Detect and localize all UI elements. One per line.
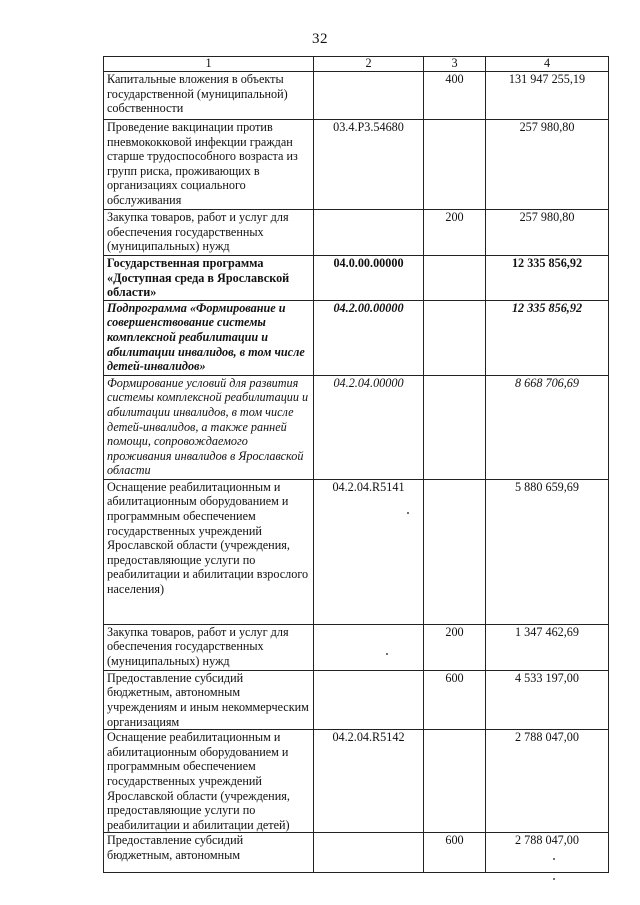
row-kvr-cell (424, 375, 486, 479)
row-amount-cell: 12 335 856,92 (486, 300, 609, 375)
row-name-cell: Закупка товаров, работ и услуг для обеспечения государственных (муниципальных) нужд (104, 624, 314, 670)
row-name-cell: Подпрограмма «Формирование и совершенствование системы комплексной реабилитации и абилитации инвалидов, в том числе детей-инвалидов» (104, 300, 314, 375)
row-name-cell: Закупка товаров, работ и услуг для обеспечения государственных (муниципальных) нужд (104, 210, 314, 256)
row-amount-cell: 1 347 462,69 (486, 624, 609, 670)
column-header-2: 2 (314, 57, 424, 72)
row-code-cell (314, 833, 424, 873)
row-name-cell: Государственная программа «Доступная среда в Ярославской области» (104, 256, 314, 301)
row-code-cell: 04.2.00.00000 (314, 300, 424, 375)
row-amount-cell: 12 335 856,92 (486, 256, 609, 301)
row-code-cell: 03.4.P3.54680 (314, 120, 424, 210)
row-name-cell: Капитальные вложения в объекты государственной (муниципальной) собственности (104, 72, 314, 120)
row-amount-cell: 2 788 047,00 (486, 730, 609, 833)
table-row (104, 670, 609, 729)
row-code-cell: 04.2.04.00000 (314, 375, 424, 479)
row-amount-cell: 257 980,80 (486, 120, 609, 210)
row-kvr-cell: 600 (424, 833, 486, 873)
table-body (104, 72, 609, 873)
row-kvr-cell (424, 256, 486, 301)
table-row (104, 833, 609, 873)
row-name-cell: Оснащение реабилитационным и абилитационным оборудованием и программным обеспечением государственных учреждений Ярославской области (учреждения, предоставляющие услуги по реабилитации и абилитации детей) (104, 730, 314, 833)
row-code-cell (314, 670, 424, 729)
page-number: 32 (312, 31, 328, 47)
table-row (104, 120, 609, 210)
row-name-cell: Предоставление субсидий бюджетным, автономным учреждениям и иным некоммерческим организациям (104, 670, 314, 729)
row-amount-cell: 8 668 706,69 (486, 375, 609, 479)
row-amount-cell: 257 980,80 (486, 210, 609, 256)
table-row (104, 210, 609, 256)
row-kvr-cell (424, 730, 486, 833)
table-row (104, 730, 609, 833)
row-code-cell: 04.2.04.R5141 (314, 479, 424, 624)
row-name-cell: Предоставление субсидий бюджетным, автономным (104, 833, 314, 873)
column-header-1: 1 (104, 57, 314, 72)
row-code-cell (314, 210, 424, 256)
table-row (104, 479, 609, 624)
row-amount-cell: 131 947 255,19 (486, 72, 609, 120)
column-header-3: 3 (424, 57, 486, 72)
row-amount-cell: 5 880 659,69 (486, 479, 609, 624)
row-code-cell (314, 72, 424, 120)
row-kvr-cell: 200 (424, 624, 486, 670)
row-name-cell: Проведение вакцинации против пневмококковой инфекции граждан старше трудоспособного возраста из групп риска, проживающих в организациях социального обслуживания (104, 120, 314, 210)
table-row (104, 256, 609, 301)
table-header (104, 57, 609, 72)
row-name-cell: Формирование условий для развития системы комплексной реабилитации и абилитации инвалидов, в том числе детей-инвалидов, а также ранней помощи, сопровождаемого проживания инвалидов в Ярославской области (104, 375, 314, 479)
row-code-cell: 04.0.00.00000 (314, 256, 424, 301)
scan-speck (386, 653, 388, 655)
row-amount-cell: 2 788 047,00 (486, 833, 609, 873)
row-kvr-cell (424, 300, 486, 375)
column-header-4: 4 (486, 57, 609, 72)
budget-table (103, 56, 609, 873)
table-row (104, 300, 609, 375)
row-code-cell (314, 624, 424, 670)
row-code-cell: 04.2.04.R5142 (314, 730, 424, 833)
row-name-cell: Оснащение реабилитационным и абилитационным оборудованием и программным обеспечением государственных учреждений Ярославской области (учреждения, предоставляющие услуги по реабилитации и абилитации взрослого населения) (104, 479, 314, 624)
scan-speck (553, 878, 555, 880)
row-kvr-cell: 400 (424, 72, 486, 120)
row-kvr-cell (424, 120, 486, 210)
table-row (104, 375, 609, 479)
row-kvr-cell: 600 (424, 670, 486, 729)
table-row (104, 624, 609, 670)
table-row (104, 72, 609, 120)
scan-speck (407, 512, 409, 514)
row-kvr-cell: 200 (424, 210, 486, 256)
header-row (104, 57, 609, 72)
row-kvr-cell (424, 479, 486, 624)
row-amount-cell: 4 533 197,00 (486, 670, 609, 729)
scan-speck (553, 858, 555, 860)
